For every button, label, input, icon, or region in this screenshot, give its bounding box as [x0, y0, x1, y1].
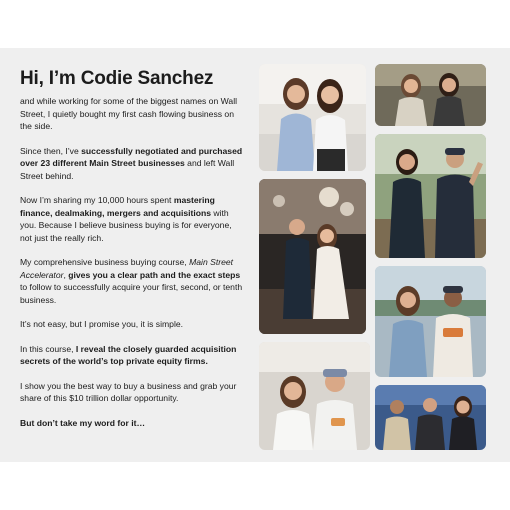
page-title: Hi, I’m Codie Sanchez: [20, 68, 214, 89]
text-run: to follow to successfully acquire your first, second, or tenth business.: [20, 282, 243, 305]
intro-paragraph: [20, 194, 245, 244]
bold-text: successfully negotiated and purchased over 23 different Main Street businesses: [20, 145, 243, 168]
intro-paragraph: [20, 256, 245, 306]
photo-two-people-lake: [375, 266, 486, 377]
text-run: I show you the best way to buy a business and grab your share of this $10 trillion dollar opportunity.: [20, 380, 237, 403]
intro-copy: [20, 68, 245, 441]
photo-dance-sparklers: [259, 179, 366, 334]
intro-paragraph: [20, 145, 245, 183]
intro-paragraph: [20, 380, 245, 405]
intro-paragraphs: [20, 95, 245, 429]
bold-text: I reveal the closely guarded acquisition secrets of the world’s top private equity firms.: [20, 343, 237, 366]
bold-text: mastering finance, dealmaking, mergers and acquisitions: [20, 195, 215, 218]
about-panel: [0, 48, 510, 462]
intro-paragraph: [20, 318, 245, 331]
text-run: In this course,: [20, 343, 76, 354]
photo-two-people-portrait: [259, 342, 370, 450]
photo-flexing-outdoors: [375, 134, 486, 258]
bold-text: gives you a clear path and the exact steps: [68, 269, 241, 280]
intro-paragraph: [20, 417, 245, 430]
text-run: Since then, I’ve: [20, 145, 82, 156]
text-run: and left Wall Street behind.: [20, 158, 235, 181]
text-run: It’s not easy, but I promise you, it is simple.: [20, 319, 184, 329]
intro-paragraph: [20, 95, 245, 133]
photo-two-women-event: [375, 64, 486, 126]
text-run: ,: [63, 269, 69, 280]
bold-text: But don’t take my word for it…: [20, 417, 146, 428]
text-run: with you. Because I believe business buying is for everyone, not just the really rich.: [20, 207, 232, 243]
intro-paragraph: [20, 343, 245, 368]
text-run: My comprehensive business buying course,: [20, 257, 190, 267]
photo-three-people-group: [375, 385, 486, 450]
photo-two-women-kitchen: [259, 64, 366, 171]
text-run: Now I’m sharing my 10,000 hours spent: [20, 195, 174, 205]
italic-text: Main Street Accelerator: [20, 257, 234, 280]
text-run: and while working for some of the biggest names on Wall Street, I quietly bought my first cash flowing business on the side.: [20, 96, 238, 131]
